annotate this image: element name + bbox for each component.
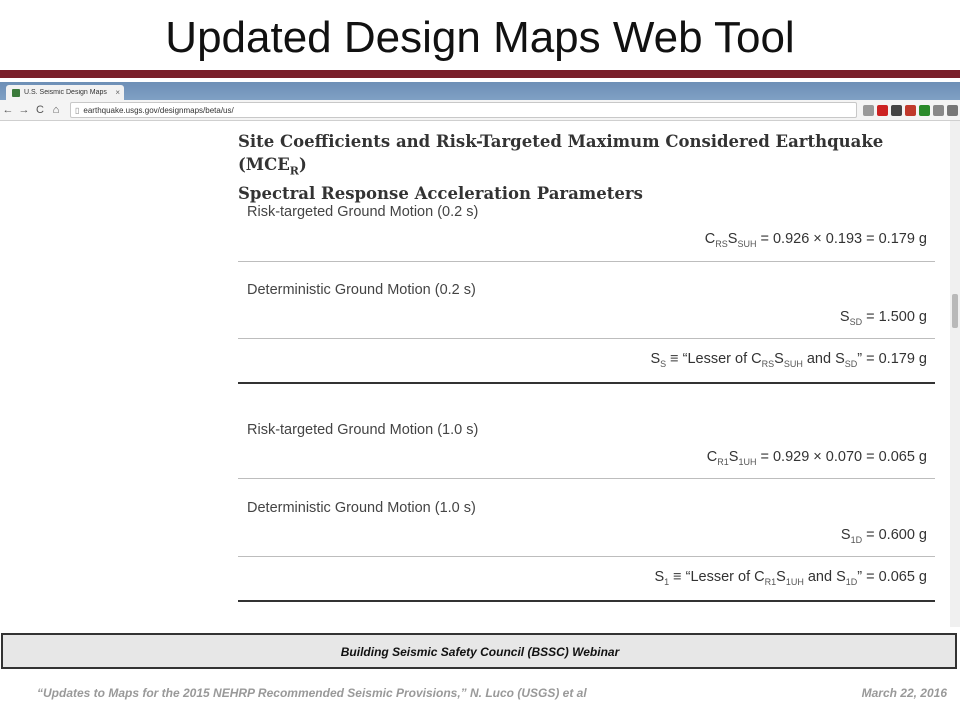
deterministic-1-0s-equation: $S_{1D} = 0.600$ g	[840, 527, 927, 545]
risk-targeted-0-2s-equation: $C_{RS}S_{SUH} = 0.926 \times 0.193 = 0.179$ g	[704, 231, 927, 249]
footer-webinar-title: Building Seismic Safety Council (BSSC) Webinar	[340, 645, 620, 659]
close-tab-icon[interactable]: ×	[115, 88, 120, 97]
url-text: earthquake.usgs.gov/designmaps/beta/us/	[83, 105, 234, 115]
extensions-toolbar	[863, 105, 958, 116]
reload-button[interactable]: C	[36, 104, 44, 116]
deterministic-1-0s-label: Deterministic Ground Motion (1.0 s)	[247, 500, 476, 516]
extension-icon[interactable]	[891, 105, 902, 116]
browser-tab[interactable]	[6, 85, 124, 100]
browser-window	[0, 82, 960, 627]
extension-gray-icon[interactable]	[933, 105, 944, 116]
tab-title: U.S. Seismic Design Maps	[24, 89, 107, 96]
zoom-icon[interactable]	[863, 105, 874, 116]
footer-citation: “Updates to Maps for the 2015 NEHRP Recommended Seismic Provisions,” N. Luco (USGS) et al	[37, 686, 587, 700]
deterministic-0-2s-equation: $S_{SD} = 1.500$ g	[839, 309, 927, 327]
section-divider	[238, 600, 935, 602]
title-divider	[0, 70, 960, 78]
pdf-extension-icon[interactable]	[877, 105, 888, 116]
ss-lesser-equation: $S_S$ ≡ “Lesser of $C_{RS}S_{SUH}$ and $S_{SD}$” = 0.179 g	[650, 351, 927, 369]
page-icon: ▯	[75, 105, 80, 115]
row-divider	[238, 478, 935, 479]
home-button[interactable]: ⌂	[52, 104, 60, 116]
back-button[interactable]: ←	[2, 104, 14, 116]
deterministic-0-2s-label: Deterministic Ground Motion (0.2 s)	[247, 282, 476, 298]
favicon-icon	[12, 89, 20, 97]
row-divider	[238, 338, 935, 339]
address-bar[interactable]	[70, 102, 857, 118]
row-divider	[238, 556, 935, 557]
risk-targeted-1-0s-equation: $C_{R1}S_{1UH} = 0.929 \times 0.070 = 0.065$ g	[706, 449, 927, 467]
navigation-bar	[0, 100, 960, 121]
risk-targeted-1-0s-label: Risk-targeted Ground Motion (1.0 s)	[247, 422, 479, 438]
menu-icon[interactable]	[947, 105, 958, 116]
scrollbar-thumb[interactable]	[952, 294, 958, 328]
forward-button[interactable]: →	[18, 104, 30, 116]
footer-date: March 22, 2016	[861, 686, 947, 700]
section-heading: Site Coefficients and Risk-Targeted Maximum Considered Earthquake $(MCE_R)$ Spectral Response Acceleration Parameters	[238, 132, 884, 204]
risk-targeted-0-2s-label: Risk-targeted Ground Motion (0.2 s)	[247, 204, 479, 220]
tab-bar	[0, 82, 960, 100]
row-divider	[238, 261, 935, 262]
s1-lesser-equation: $S_1$ ≡ “Lesser of $C_{R1}S_{1UH}$ and $S_{1D}$” = 0.065 g	[654, 569, 927, 587]
page-content	[0, 121, 960, 627]
gmail-icon[interactable]	[905, 105, 916, 116]
section-divider	[238, 382, 935, 384]
extension-green-icon[interactable]	[919, 105, 930, 116]
vertical-scrollbar[interactable]	[950, 121, 960, 627]
slide-title: Updated Design Maps Web Tool	[165, 13, 795, 62]
